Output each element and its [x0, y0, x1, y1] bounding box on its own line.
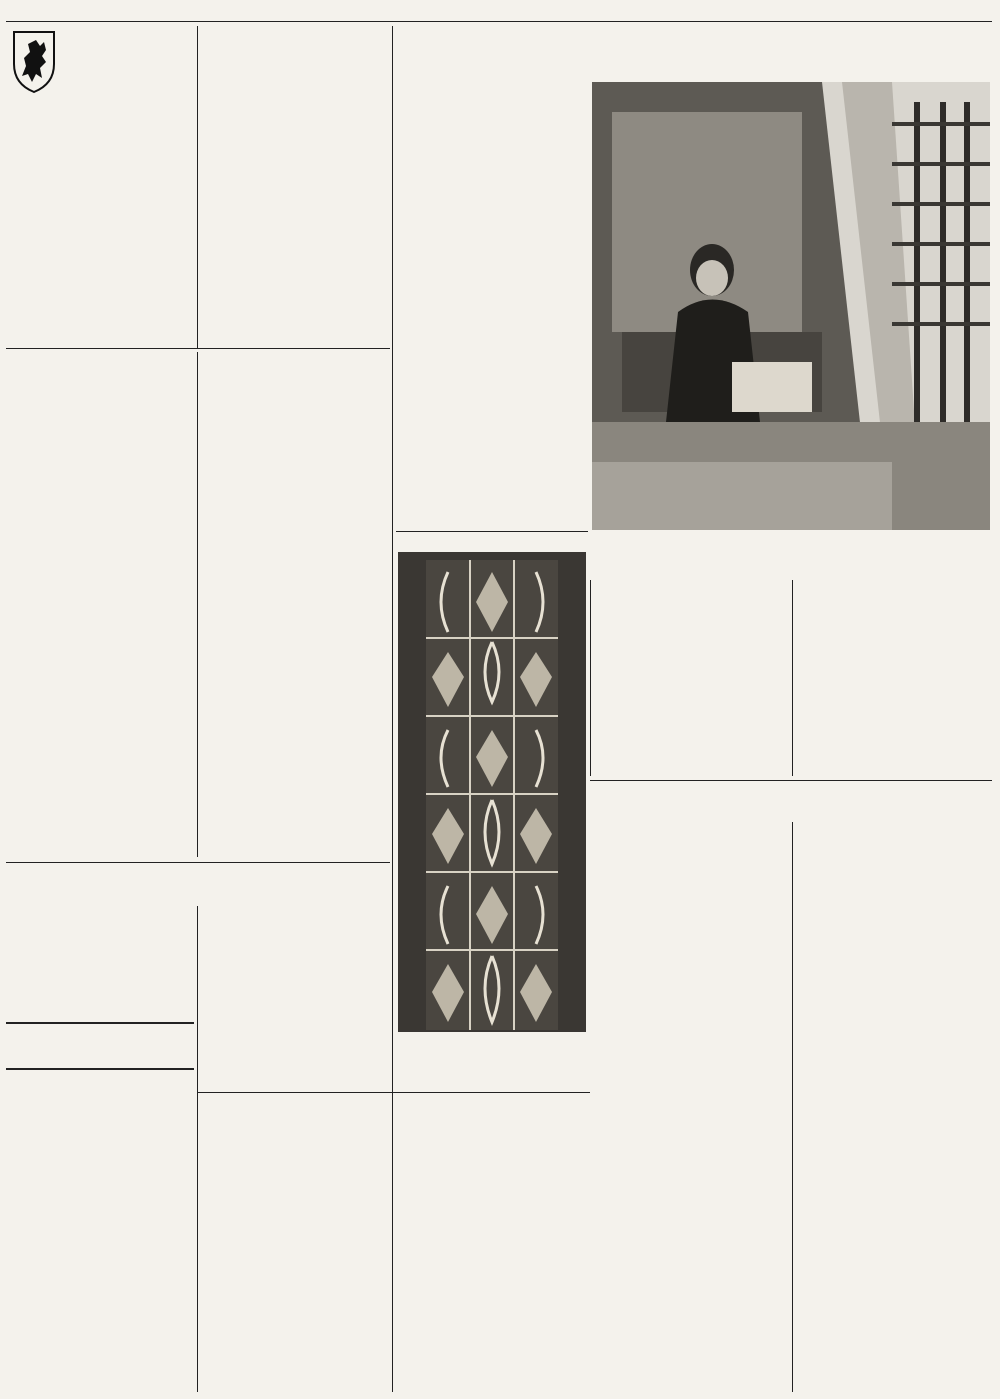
ad-rule-top [6, 1022, 194, 1024]
middle-news-column [200, 352, 386, 860]
kirchenfenster-caption [398, 1036, 586, 1086]
header-rule [6, 21, 992, 22]
col-divider [792, 580, 793, 776]
ad-rule-bottom [6, 1068, 194, 1070]
grog-story-col1 [8, 142, 194, 340]
kirchenfenster-photo [398, 552, 586, 1032]
section-rule [6, 862, 390, 863]
section-rule [396, 1092, 590, 1093]
tiere-col2 [200, 908, 386, 1360]
col-divider [197, 352, 198, 857]
fritz-col1 [594, 822, 788, 1392]
messe-col3 [796, 582, 990, 777]
section-rule [198, 1092, 396, 1093]
tiere-cont-col [8, 1074, 194, 1392]
col-divider [792, 822, 793, 1392]
messe-col1 [398, 82, 586, 527]
col-divider [197, 906, 198, 1392]
messe-photo [592, 82, 990, 530]
section-rule [590, 780, 992, 781]
fritz-col2 [796, 822, 990, 1382]
tiere-col1 [8, 908, 194, 1020]
section-rule [6, 348, 390, 349]
messe-photo-caption [594, 534, 988, 576]
section-rule [396, 531, 588, 532]
grog-story-col2 [200, 28, 386, 346]
col-divider [590, 580, 591, 776]
left-news-column [8, 352, 194, 860]
col-divider [197, 26, 198, 348]
coat-of-arms-icon [10, 28, 58, 94]
main-col-divider [392, 26, 393, 1392]
messe-col2 [594, 582, 788, 777]
